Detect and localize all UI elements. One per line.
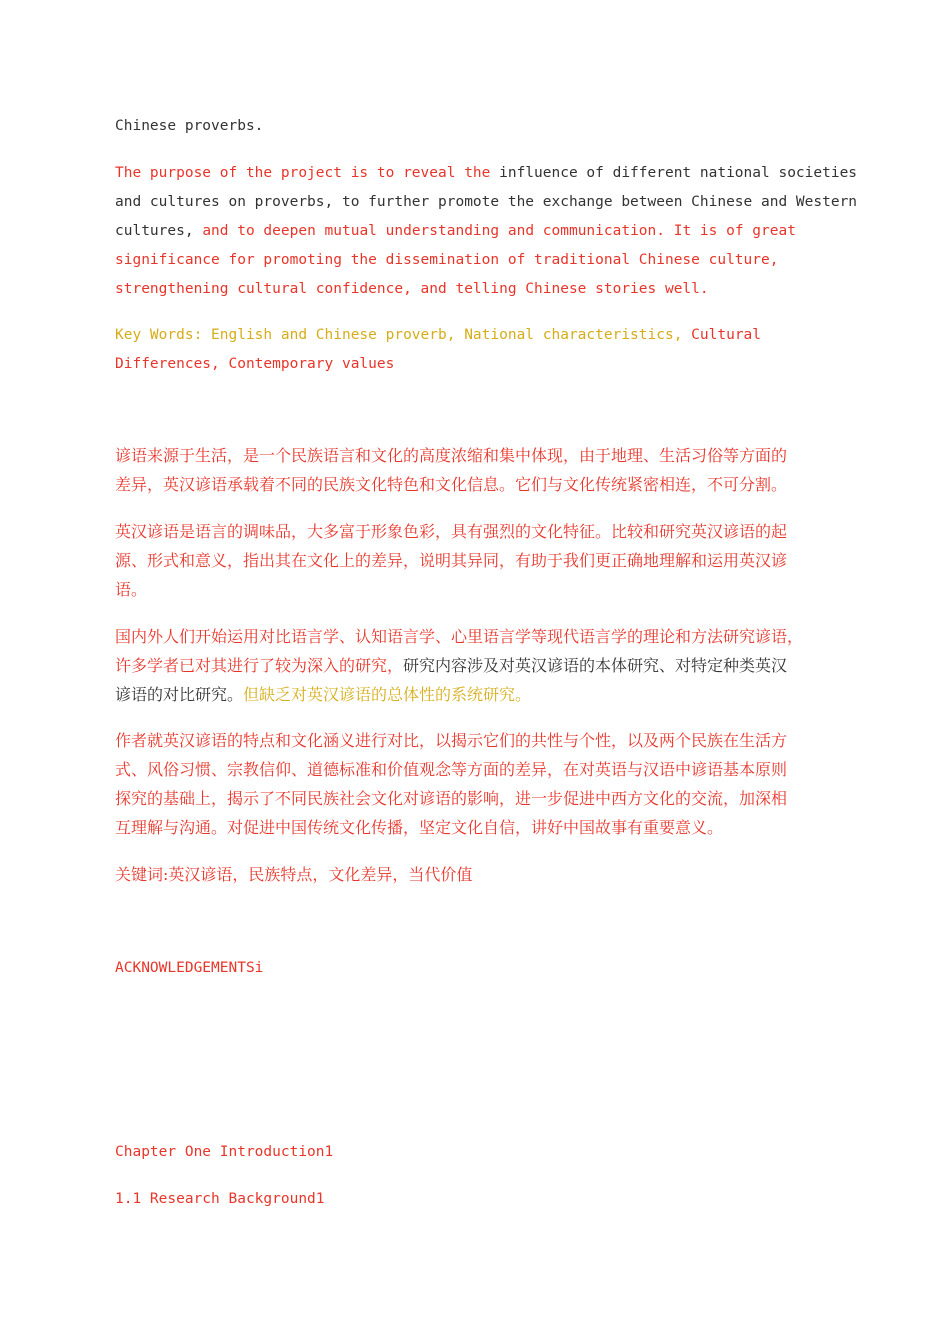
toc-entry: 1.1 Research Background1 (115, 1191, 325, 1207)
text-line: strengthening cultural confidence, and telling Chinese stories well. (115, 281, 709, 297)
abstract-purpose-paragraph (115, 159, 858, 304)
chinese-keywords (115, 860, 835, 889)
text-line: and cultures on proverbs, to further promote the exchange between Chinese and Western (115, 194, 858, 210)
text-line (115, 651, 835, 680)
highlighted-text: The purpose of the project is to reveal the (115, 165, 500, 181)
highlighted-text: and to deepen mutual understanding and communication. It is of great (202, 223, 796, 239)
chinese-abstract-paragraph-4 (115, 726, 835, 842)
highlighted-text: 许多学者已对其进行了较为深入的研究， (115, 656, 404, 675)
chinese-abstract-paragraph-2 (115, 517, 835, 604)
toc-chapter-one (115, 1138, 835, 1167)
text-line: 英汉谚语是语言的调味品，大多富于形象色彩，具有强烈的文化特征。比较和研究英汉谚语的起 (115, 522, 788, 541)
text-line: 式、风俗习惯、宗教信仰、道德标准和价值观念等方面的差异，在对英语与汉语中谚语基本原则 (115, 760, 788, 779)
text-line: 差异，英汉谚语承载着不同的民族文化特色和文化信息。它们与文化传统紧密相连，不可分割。 (115, 475, 788, 494)
toc-entry: Chapter One Introduction1 (115, 1144, 334, 1160)
english-keywords (115, 321, 835, 379)
keywords-text: Key Words: English and Chinese proverb, National characteristics, (115, 327, 692, 343)
chinese-abstract-paragraph-3 (115, 622, 835, 709)
text-line (115, 321, 835, 350)
text-line: significance for promoting the dissemination of traditional Chinese culture, (115, 252, 779, 268)
toc-acknowledgements (115, 954, 835, 983)
text-line: 作者就英汉谚语的特点和文化涵义进行对比，以揭示它们的共性与个性，以及两个民族在生活方 (115, 731, 788, 750)
plain-text: 研究内容涉及对英汉谚语的本体研究、对特定种类英汉 (403, 656, 788, 675)
text-line (115, 217, 835, 246)
text-line (115, 159, 858, 188)
text-line (115, 680, 835, 709)
chinese-abstract-paragraph-1 (115, 441, 835, 499)
text-line: 国内外人们开始运用对比语言学、认知语言学、心里语言学等现代语言学的理论和方法研究谚语， (115, 627, 804, 646)
text-line: 探究的基础上，揭示了不同民族社会文化对谚语的影响，进一步促进中西方文化的交流，加深相 (115, 789, 788, 808)
text-line: 源、形式和意义，指出其在文化上的差异，说明其异同，有助于我们更正确地理解和运用英汉谚 (115, 551, 788, 570)
abstract-continuation (115, 112, 835, 141)
plain-text: 谚语的对比研究。 (115, 685, 244, 704)
toc-section-1-1 (115, 1185, 835, 1214)
keywords-text-highlight: Cultural (691, 327, 762, 343)
plain-text: influence of different national societies (499, 165, 858, 181)
text-line: Chinese proverbs. (115, 118, 264, 134)
yellow-text: 但缺乏对英汉谚语的总体性的系统研究。 (243, 685, 532, 704)
text-line: 语。 (115, 580, 148, 599)
text-line: Differences, Contemporary values (115, 356, 395, 372)
toc-entry: ACKNOWLEDGEMENTSi (115, 960, 264, 976)
text-line: 谚语来源于生活，是一个民族语言和文化的高度浓缩和集中体现，由于地理、生活习俗等方面的 (115, 446, 788, 465)
plain-text: cultures, (115, 223, 203, 239)
text-line: 关键词:英汉谚语，民族特点，文化差异，当代价值 (115, 865, 473, 884)
text-line: 互理解与沟通。对促进中国传统文化传播，坚定文化自信，讲好中国故事有重要意义。 (115, 818, 724, 837)
